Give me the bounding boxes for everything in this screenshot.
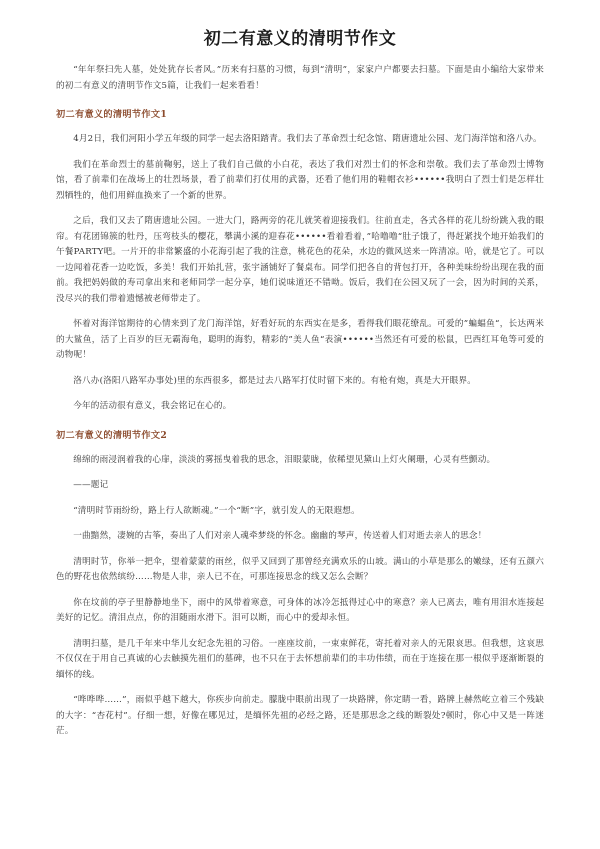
paragraph: 今年的活动很有意义，我会铭记在心的。 (73, 401, 232, 411)
section-heading-2: 初二有意义的清明节作文2 (56, 429, 168, 441)
epigraph-attribution: ——题记 (73, 480, 109, 490)
paragraph: 一曲黯然，凄婉的古筝，奏出了人们对亲人魂牵梦绕的怀念。幽幽的琴声，传送着人们对逝去亲人的思念！ (73, 531, 487, 541)
document-title: 初二有意义的清明节作文 (203, 29, 397, 49)
paragraph: 4月2日，我们河阳小学五年级的同学一起去洛阳踏青。我们去了革命烈士纪念馆、隋唐遗址公园、龙门海洋馆和洛八办。 (73, 134, 542, 144)
paragraph: 清明时节，你举一把伞，望着蒙蒙的雨丝，似乎又回到了那曾经充满欢乐的山坡。满山的小草是那么的嫩绿，还有五颜六色的野花也依然缤纷……物是人非，亲人已不在，可那连接思念的线又怎么会断？ (56, 556, 544, 582)
paragraph: 清明扫墓，是几千年来中华儿女纪念先祖的习俗。一座座坟前，一束束鲜花，寄托着对亲人的无限哀思。但我想，这哀思不仅仅在于用自己真诚的心去触摸先祖们的墓碑，也不只在于去怀想前辈们的丰功伟绩，而在于连接在那一根似乎逐渐断裂的缅怀的线。 (56, 638, 544, 680)
paragraph: 绵绵的雨浸润着我的心扉，淡淡的雾摇曳着我的思念，泪眼蒙眬，依稀望见黛山上灯火阑珊，心灵有些颤动。 (73, 454, 496, 465)
paragraph: “哗哗哗……”，雨似乎越下越大，你疾步向前走。朦胧中眼前出现了一块路牌，你定睛一看，路牌上赫然屹立着三个残缺的大字：“杏花村”。仔细一想，好像在哪见过，是缅怀先祖的必经之路，还是那思念之线的断裂处?顿时，你心中又是一阵迷茫。 (56, 695, 544, 736)
paragraph: 怀着对海洋馆期待的心情来到了龙门海洋馆，好看好玩的东西实在是多，看得我们眼花缭乱。可爱的”蝙蝠鱼“，长达两米的大鲨鱼，活了上百岁的巨无霸海龟，聪明的海豹，精彩的”美人鱼“表演••••••当然还有可爱的松鼠，巴西红耳龟等可爱的动物呢！ (56, 319, 544, 360)
paragraph: 你在坟前的亭子里静静地坐下，雨中的风带着寒意，可身体的冰冷怎抵得过心中的寒意？亲人已离去，唯有用泪水连接起美好的记忆。清泪点点，你的泪随雨水滑下。泪可以断，而心中的爱却永恒。 (56, 597, 544, 623)
section-heading-1: 初二有意义的清明节作文1 (56, 109, 168, 120)
intro-paragraph: “年年祭扫先人墓，处处犹存长者风。”历来有扫墓的习惯，每到“清明”，家家户户都要去扫墓。下面是由小编给大家带来的初二有意义的清明节作文5篇，让我们一起来看看！ (56, 65, 544, 91)
paragraph: 我们在革命烈士的墓前鞠躬，送上了我们自己做的小白花，表达了我们对烈士们的怀念和崇敬。我们去了革命烈士博物馆，看了前辈们在战场上的壮烈场景，看了前辈们打仗用的武器，还看了他们用的鞋帽衣衫••••••我明白了烈士们是怎样壮烈牺牲的，他们用鲜血换来了一个新的世界。 (56, 159, 544, 201)
paragraph: “清明时节雨纷纷，路上行人欲断魂。”一个“断”字，就引发人的无限遐想。 (73, 505, 360, 516)
paragraph: 之后，我们又去了隋唐遗址公园。一进大门，路两旁的花儿就笑着迎接我们。往前直走，各式各样的花儿纷纷跳入我的眼帘。有花团锦簇的牡丹，压弯枝头的樱花，攀满小溪的迎春花••••••看着看着，”哈噜噜“肚子饿了，得赶紧找个地开始我们的午餐PARTY吧。一片开的非常繁盛的小花海引起了我的注意，桃花色的花朵，水边的微风送来一阵清凉。哈，就是它了。可以一边闻着花香一边吃饭，多美！我们开始扎营，张宇涵铺好了餐桌布。同学们把各自的背包打开，各种美味纷纷出现在我的面前。我把妈妈做的寿司拿出来和老师同学一起分享，她们说味道还不错呦。饭后，我们在公园又玩了一会，因为时间的关系，没尽兴的我们带着遗憾被老师带走了。 (56, 216, 544, 304)
paragraph: 洛八办(洛阳八路军办事处)里的东西很多，都是过去八路军打仗时留下来的。有枪有炮，真是大开眼界。 (73, 375, 477, 386)
